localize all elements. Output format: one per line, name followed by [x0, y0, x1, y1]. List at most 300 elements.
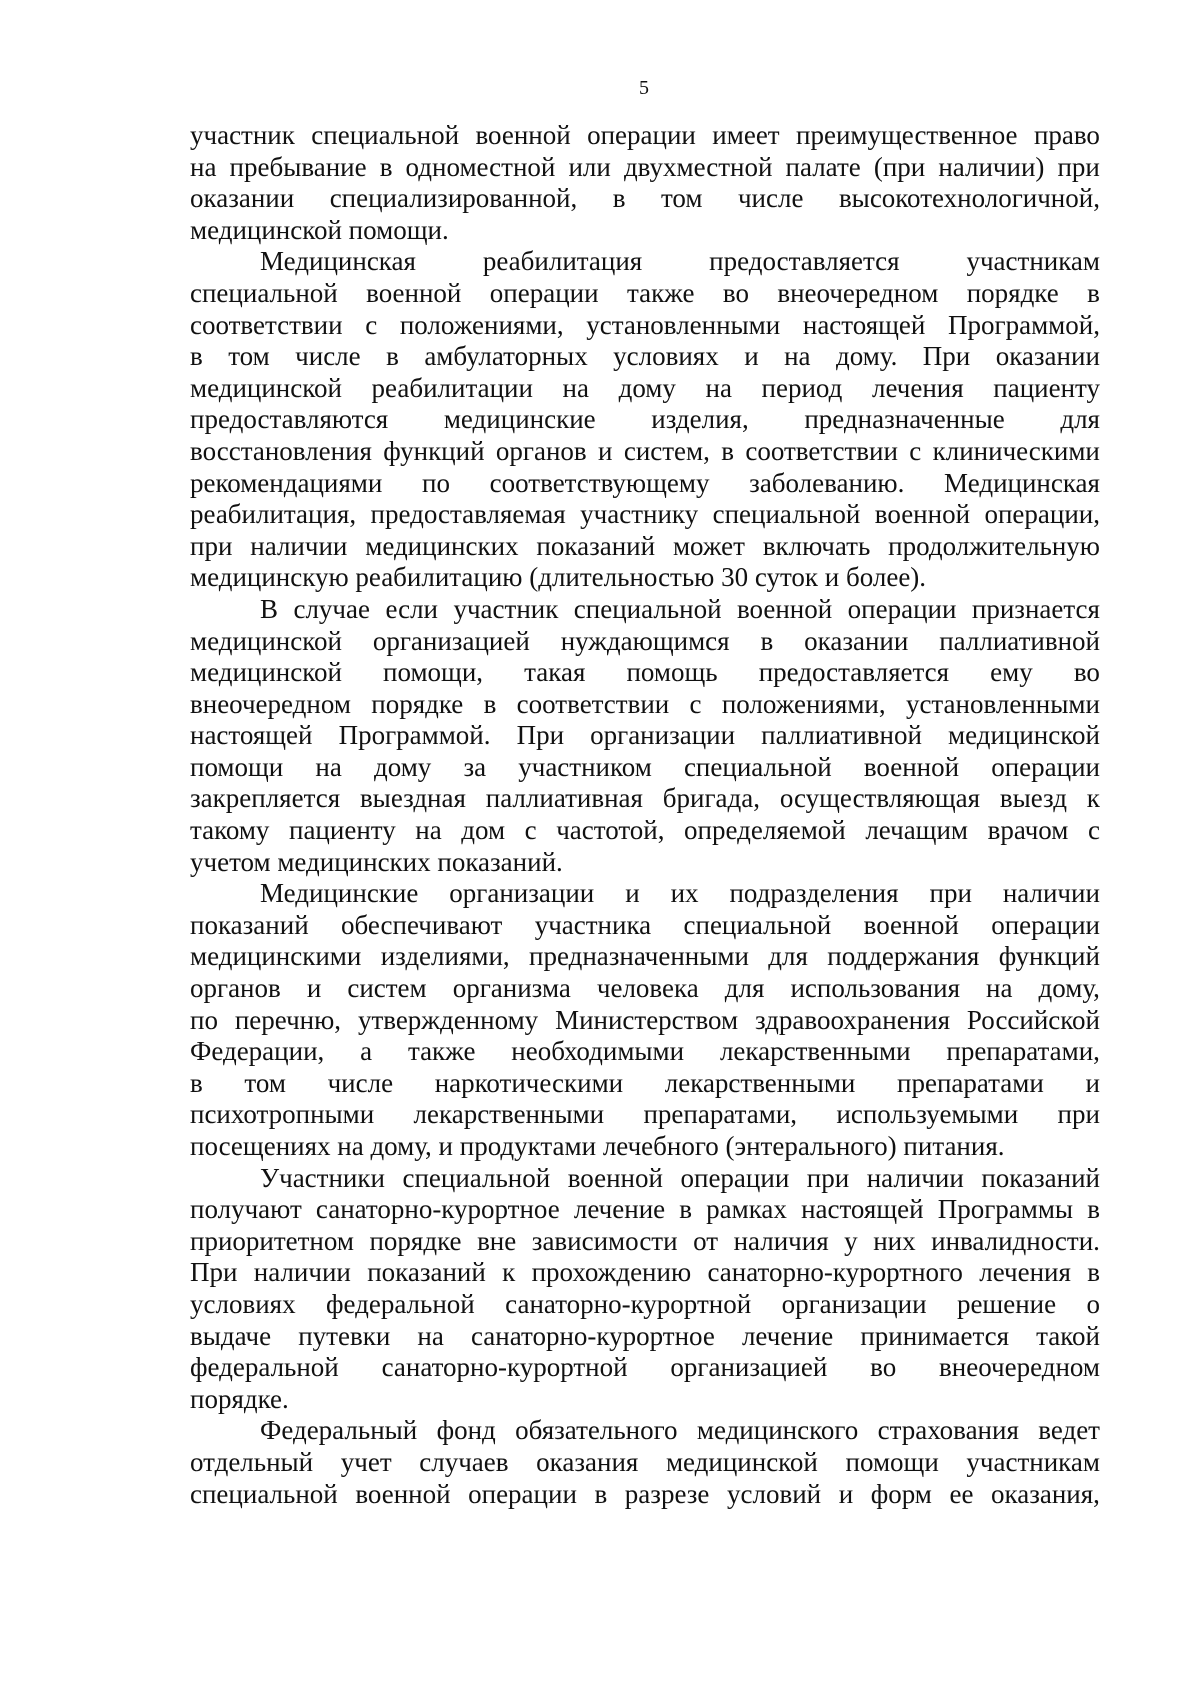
word: организацией: [670, 1352, 828, 1383]
word: к: [1086, 783, 1100, 814]
word: в: [594, 1478, 608, 1509]
word: ему: [990, 657, 1033, 688]
word: ведет: [1038, 1415, 1100, 1446]
word: на: [190, 151, 217, 182]
word: условий: [727, 1478, 822, 1509]
word: специальной: [712, 499, 861, 530]
word: на: [562, 372, 589, 403]
text-line: учетом медицинских показаний.: [190, 846, 563, 877]
text-line: [190, 183, 1100, 215]
word: препаратами: [897, 1067, 1044, 1098]
word: с: [689, 688, 702, 719]
word: При: [190, 1257, 238, 1288]
text-line: [190, 910, 1100, 942]
word: оказания: [536, 1446, 639, 1477]
word: использования: [790, 973, 960, 1004]
word: внеочередном: [777, 277, 939, 308]
word: по: [190, 1004, 218, 1035]
word: инвалидности.: [931, 1225, 1100, 1256]
word: психотропными: [190, 1099, 375, 1130]
word: условиях: [613, 341, 719, 372]
word: специальной: [311, 120, 460, 150]
word: от: [693, 1225, 719, 1256]
word: поддержания: [827, 941, 980, 972]
word: установленными: [586, 309, 781, 340]
word: медицинского: [696, 1415, 859, 1446]
word: показаний: [367, 1257, 486, 1288]
text-line: посещениях на дому, и продуктами лечебного (энтерального) питания.: [190, 1131, 1005, 1161]
word: принимается: [860, 1320, 1010, 1351]
word: нуждающимся: [560, 625, 730, 656]
word: медицинской: [190, 657, 342, 688]
word: помощь: [626, 657, 718, 688]
word: том: [228, 341, 270, 372]
word: наличии): [938, 151, 1045, 182]
word: систем,: [623, 435, 710, 466]
word: страхования: [877, 1415, 1019, 1446]
text-line: [190, 468, 1100, 500]
word: путевки: [298, 1320, 391, 1351]
word: специальной: [683, 751, 832, 782]
word: порядке: [966, 277, 1059, 308]
word: лекарственными: [664, 1067, 856, 1098]
word: участник: [453, 593, 559, 624]
word: частотой,: [556, 815, 665, 846]
text-line: [190, 752, 1100, 784]
word: военной: [874, 499, 971, 530]
word: с: [1087, 815, 1100, 846]
word: препаратами,: [946, 1036, 1100, 1067]
word: органов: [495, 435, 587, 466]
word: и: [838, 1478, 854, 1509]
word: Участники: [260, 1162, 385, 1193]
word: в: [386, 341, 399, 372]
word: предоставляется: [758, 657, 950, 688]
word: (при: [873, 151, 926, 182]
word: организацией: [372, 625, 530, 656]
word: порядке: [369, 1225, 462, 1256]
word: выдаче: [190, 1320, 272, 1351]
text-line: [190, 1226, 1100, 1258]
word: вне: [477, 1225, 517, 1256]
word: такая: [524, 657, 586, 688]
word: военной: [567, 1162, 663, 1193]
word: лечащим: [865, 815, 969, 846]
word: При: [922, 341, 971, 372]
word: выезд: [999, 783, 1067, 814]
word: к: [502, 1257, 516, 1288]
word: также: [626, 277, 695, 308]
word: на: [986, 973, 1013, 1004]
text-line: [190, 1163, 1100, 1195]
word: Медицинская: [944, 467, 1100, 498]
word: используемыми: [836, 1099, 1019, 1130]
word: обязательного: [515, 1415, 678, 1446]
text-line: [190, 499, 1100, 531]
word: во: [722, 277, 749, 308]
word: рекомендациями: [190, 467, 383, 498]
word: в: [379, 151, 393, 182]
text-line: порядке.: [190, 1383, 289, 1414]
text-line: [190, 404, 1100, 436]
word: При: [516, 720, 565, 751]
word: в: [612, 183, 626, 214]
word: медицинской: [948, 720, 1100, 751]
paragraph-4: [190, 878, 1100, 1162]
word: при: [1057, 1099, 1100, 1130]
word: военной: [366, 277, 462, 308]
word: дом: [461, 815, 506, 846]
text-line: [190, 278, 1100, 310]
word: и: [1085, 1067, 1100, 1098]
word: в: [483, 688, 497, 719]
word: предназначенными: [529, 941, 749, 972]
word: и: [744, 341, 759, 372]
word: помощи: [190, 751, 284, 782]
word: Министерством: [555, 1004, 739, 1035]
word: участникам: [966, 1446, 1100, 1477]
document-body: [190, 120, 1100, 1510]
word: обеспечивают: [341, 909, 503, 940]
word: Федерации,: [190, 1036, 325, 1067]
word: показаний: [536, 530, 656, 561]
word: паллиативная: [485, 783, 643, 814]
word: с: [909, 435, 922, 466]
word: для: [724, 973, 765, 1004]
word: у: [844, 1225, 858, 1256]
word: участником: [518, 751, 652, 782]
word: числе: [327, 1067, 394, 1098]
word: преимущественное: [796, 120, 1018, 150]
word: участника: [534, 909, 652, 940]
word: на: [705, 372, 732, 403]
word: соответствующему: [489, 467, 710, 498]
text-line: [190, 1257, 1100, 1289]
word: военной: [863, 751, 960, 782]
word: высокотехнологичной,: [838, 183, 1100, 214]
word: врачом: [987, 815, 1069, 846]
word: Программы: [937, 1194, 1074, 1225]
word: и: [306, 973, 322, 1004]
word: специальной: [190, 1478, 338, 1509]
word: функций: [998, 941, 1100, 972]
word: Медицинские: [260, 878, 419, 909]
word: операции: [991, 909, 1100, 940]
word: лечение: [741, 1320, 834, 1351]
word: дому,: [1038, 973, 1100, 1004]
paragraph-2: [190, 246, 1100, 594]
text-line: [190, 657, 1100, 689]
word: показаний: [190, 909, 309, 940]
word: участник: [190, 120, 295, 150]
word: человека: [596, 973, 699, 1004]
paragraph-6: [190, 1415, 1100, 1510]
word: пациенту: [993, 372, 1100, 403]
word: получают: [190, 1194, 302, 1225]
text-line: [190, 1479, 1100, 1511]
text-line: [190, 1415, 1100, 1447]
word: утвержденному: [357, 1004, 539, 1035]
word: медицинской: [190, 625, 342, 656]
word: закрепляется: [190, 783, 341, 814]
word: в: [760, 625, 774, 656]
word: необходимыми: [511, 1036, 685, 1067]
paragraph-5: [190, 1163, 1100, 1416]
text-line: [190, 246, 1100, 278]
word: право: [1033, 120, 1100, 150]
text-line: [190, 783, 1100, 815]
word: наличии: [866, 1162, 964, 1193]
word: оказании: [804, 625, 909, 656]
word: бригада,: [662, 783, 760, 814]
word: включать: [762, 530, 871, 561]
word: Программой.: [338, 720, 491, 751]
word: том: [244, 1067, 286, 1098]
word: в: [1087, 1194, 1100, 1225]
word: внеочередном: [939, 1352, 1100, 1383]
word: приоритетном: [190, 1225, 354, 1256]
word: наличии: [1002, 878, 1100, 909]
text-line: [190, 436, 1100, 468]
word: паллиативной: [761, 720, 922, 751]
word: помощи: [845, 1446, 939, 1477]
word: предназначенные: [804, 404, 1005, 435]
word: выездная: [359, 783, 466, 814]
text-line: [190, 531, 1100, 563]
word: предоставляются: [190, 404, 389, 435]
text-line: [190, 1099, 1100, 1131]
word: в: [1087, 1257, 1100, 1288]
word: по: [422, 467, 450, 498]
text-line: [190, 594, 1100, 626]
text-line: [190, 310, 1100, 342]
text-line: [190, 152, 1100, 184]
text-line: [190, 120, 1100, 152]
text-line: [190, 941, 1100, 973]
word: пациенту: [289, 815, 396, 846]
text-line: [190, 341, 1100, 373]
word: случае: [293, 593, 370, 624]
word: организма: [452, 973, 571, 1004]
text-line: [190, 1005, 1100, 1037]
word: реабилитация,: [190, 499, 357, 530]
text-line: [190, 1036, 1100, 1068]
word: санаторно-курортной: [505, 1288, 752, 1319]
word: санаторно-курортное: [470, 1320, 715, 1351]
word: в: [679, 1194, 693, 1225]
word: настоящей: [802, 309, 926, 340]
word: заболеванию.: [749, 467, 905, 498]
word: в: [190, 341, 203, 372]
word: дому: [373, 751, 432, 782]
text-line: [190, 973, 1100, 1005]
word: В: [260, 593, 279, 624]
word: оказания,: [991, 1478, 1100, 1509]
text-line: [190, 720, 1100, 752]
word: наркотическими: [434, 1067, 624, 1098]
word: настоящей: [801, 1194, 924, 1225]
word: изделиями,: [380, 941, 510, 972]
word: двухместной: [623, 151, 773, 182]
text-line: [190, 626, 1100, 658]
word: наличия: [733, 1225, 829, 1256]
word: порядке: [371, 688, 464, 719]
word: Федеральный: [260, 1415, 418, 1446]
word: форм: [870, 1478, 932, 1509]
word: оказании: [995, 341, 1100, 372]
paragraph-3: [190, 594, 1100, 878]
word: санаторно-курортной: [381, 1352, 628, 1383]
word: федеральной: [190, 1352, 339, 1383]
word: Российской: [966, 1004, 1100, 1035]
word: систем: [347, 973, 427, 1004]
text-line: [190, 1194, 1100, 1226]
word: соответствии: [190, 309, 343, 340]
word: санаторно-курортное: [315, 1194, 560, 1225]
word: признается: [971, 593, 1100, 624]
word: числе: [295, 341, 361, 372]
word: операции: [991, 751, 1100, 782]
word: на: [784, 341, 811, 372]
word: с: [365, 309, 378, 340]
word: их: [670, 878, 699, 909]
word: лечения: [979, 1257, 1071, 1288]
word: медицинских: [365, 530, 519, 561]
word: медицинские: [443, 404, 596, 435]
word: участникам: [966, 246, 1100, 277]
word: операции: [587, 120, 696, 150]
word: медицинскими: [190, 941, 362, 972]
word: военной: [355, 1478, 451, 1509]
word: зависимости: [531, 1225, 678, 1256]
word: ее: [949, 1478, 974, 1509]
word: такой: [1036, 1320, 1100, 1351]
word: для: [1060, 404, 1100, 435]
word: в: [721, 435, 734, 466]
text-line: медицинской помощи.: [190, 214, 449, 245]
word: наличии: [253, 1257, 351, 1288]
word: при: [929, 878, 972, 909]
word: федеральной: [325, 1288, 475, 1319]
text-line: [190, 1447, 1100, 1479]
word: лекарственными: [413, 1099, 605, 1130]
word: специальной: [683, 909, 832, 940]
word: специальной: [573, 593, 722, 624]
word: положениями,: [721, 688, 886, 719]
page-number: 5: [639, 77, 649, 99]
text-line: [190, 815, 1100, 847]
word: настоящей: [190, 720, 313, 751]
word: них: [873, 1225, 916, 1256]
word: также: [407, 1036, 476, 1067]
word: военной: [736, 593, 833, 624]
text-line: [190, 373, 1100, 405]
word: продолжительную: [888, 530, 1100, 561]
word: положениями,: [399, 309, 564, 340]
word: имеет: [712, 120, 780, 150]
word: изделия,: [651, 404, 749, 435]
word: на: [315, 751, 342, 782]
word: отдельный: [190, 1446, 314, 1477]
text-line: [190, 689, 1100, 721]
word: дому.: [835, 341, 898, 372]
word: подразделения: [729, 878, 899, 909]
text-line: [190, 1068, 1100, 1100]
word: установленными: [905, 688, 1100, 719]
word: с: [524, 815, 537, 846]
word: во: [1073, 657, 1100, 688]
word: при: [1057, 151, 1100, 182]
word: числе: [737, 183, 804, 214]
word: реабилитация: [482, 246, 643, 277]
word: участнику: [580, 499, 699, 530]
word: препаратами,: [643, 1099, 798, 1130]
word: и: [625, 878, 640, 909]
word: на: [415, 815, 442, 846]
word: лечения: [872, 372, 964, 403]
word: соответствии: [745, 435, 898, 466]
word: одноместной: [405, 151, 556, 182]
word: если: [385, 593, 439, 624]
word: специальной: [190, 277, 338, 308]
word: перечню,: [234, 1004, 342, 1035]
word: о: [1086, 1288, 1100, 1319]
word: во: [870, 1352, 897, 1383]
word: условиях: [190, 1288, 296, 1319]
word: предоставляемая: [370, 499, 566, 530]
word: фонд: [436, 1415, 496, 1446]
word: операции: [847, 593, 957, 624]
word: операции: [489, 277, 599, 308]
word: здравоохранения: [755, 1004, 951, 1035]
word: организации: [781, 1288, 927, 1319]
word: может: [672, 530, 745, 561]
word: восстановления: [190, 435, 372, 466]
word: при: [190, 530, 233, 561]
word: учет: [340, 1446, 392, 1477]
word: такому: [190, 815, 270, 846]
word: период: [761, 372, 843, 403]
word: случаев: [419, 1446, 509, 1477]
word: операции: [468, 1478, 577, 1509]
word: амбулаторных: [424, 341, 588, 372]
word: органов: [190, 973, 281, 1004]
text-line: медицинскую реабилитацию (длительностью 30 суток и более).: [190, 562, 927, 593]
word: предоставляется: [709, 246, 900, 277]
word: решение: [956, 1288, 1057, 1319]
word: паллиативной: [939, 625, 1100, 656]
text-line: [190, 1321, 1100, 1353]
text-line: [190, 878, 1100, 910]
word: при: [806, 1162, 850, 1193]
word: лечение: [573, 1194, 666, 1225]
word: операции,: [984, 499, 1100, 530]
word: для: [768, 941, 808, 972]
paragraph-1: [190, 120, 1100, 246]
word: разрезе: [624, 1478, 710, 1509]
word: Медицинская: [260, 246, 416, 277]
word: организации: [449, 878, 595, 909]
word: рамках: [706, 1194, 787, 1225]
word: осуществляющая: [779, 783, 981, 814]
word: военной: [475, 120, 571, 150]
word: лекарственными: [719, 1036, 911, 1067]
word: или: [568, 151, 611, 182]
word: а: [360, 1036, 373, 1067]
word: медицинской: [190, 372, 342, 403]
word: реабилитации: [371, 372, 533, 403]
word: военной: [863, 909, 959, 940]
